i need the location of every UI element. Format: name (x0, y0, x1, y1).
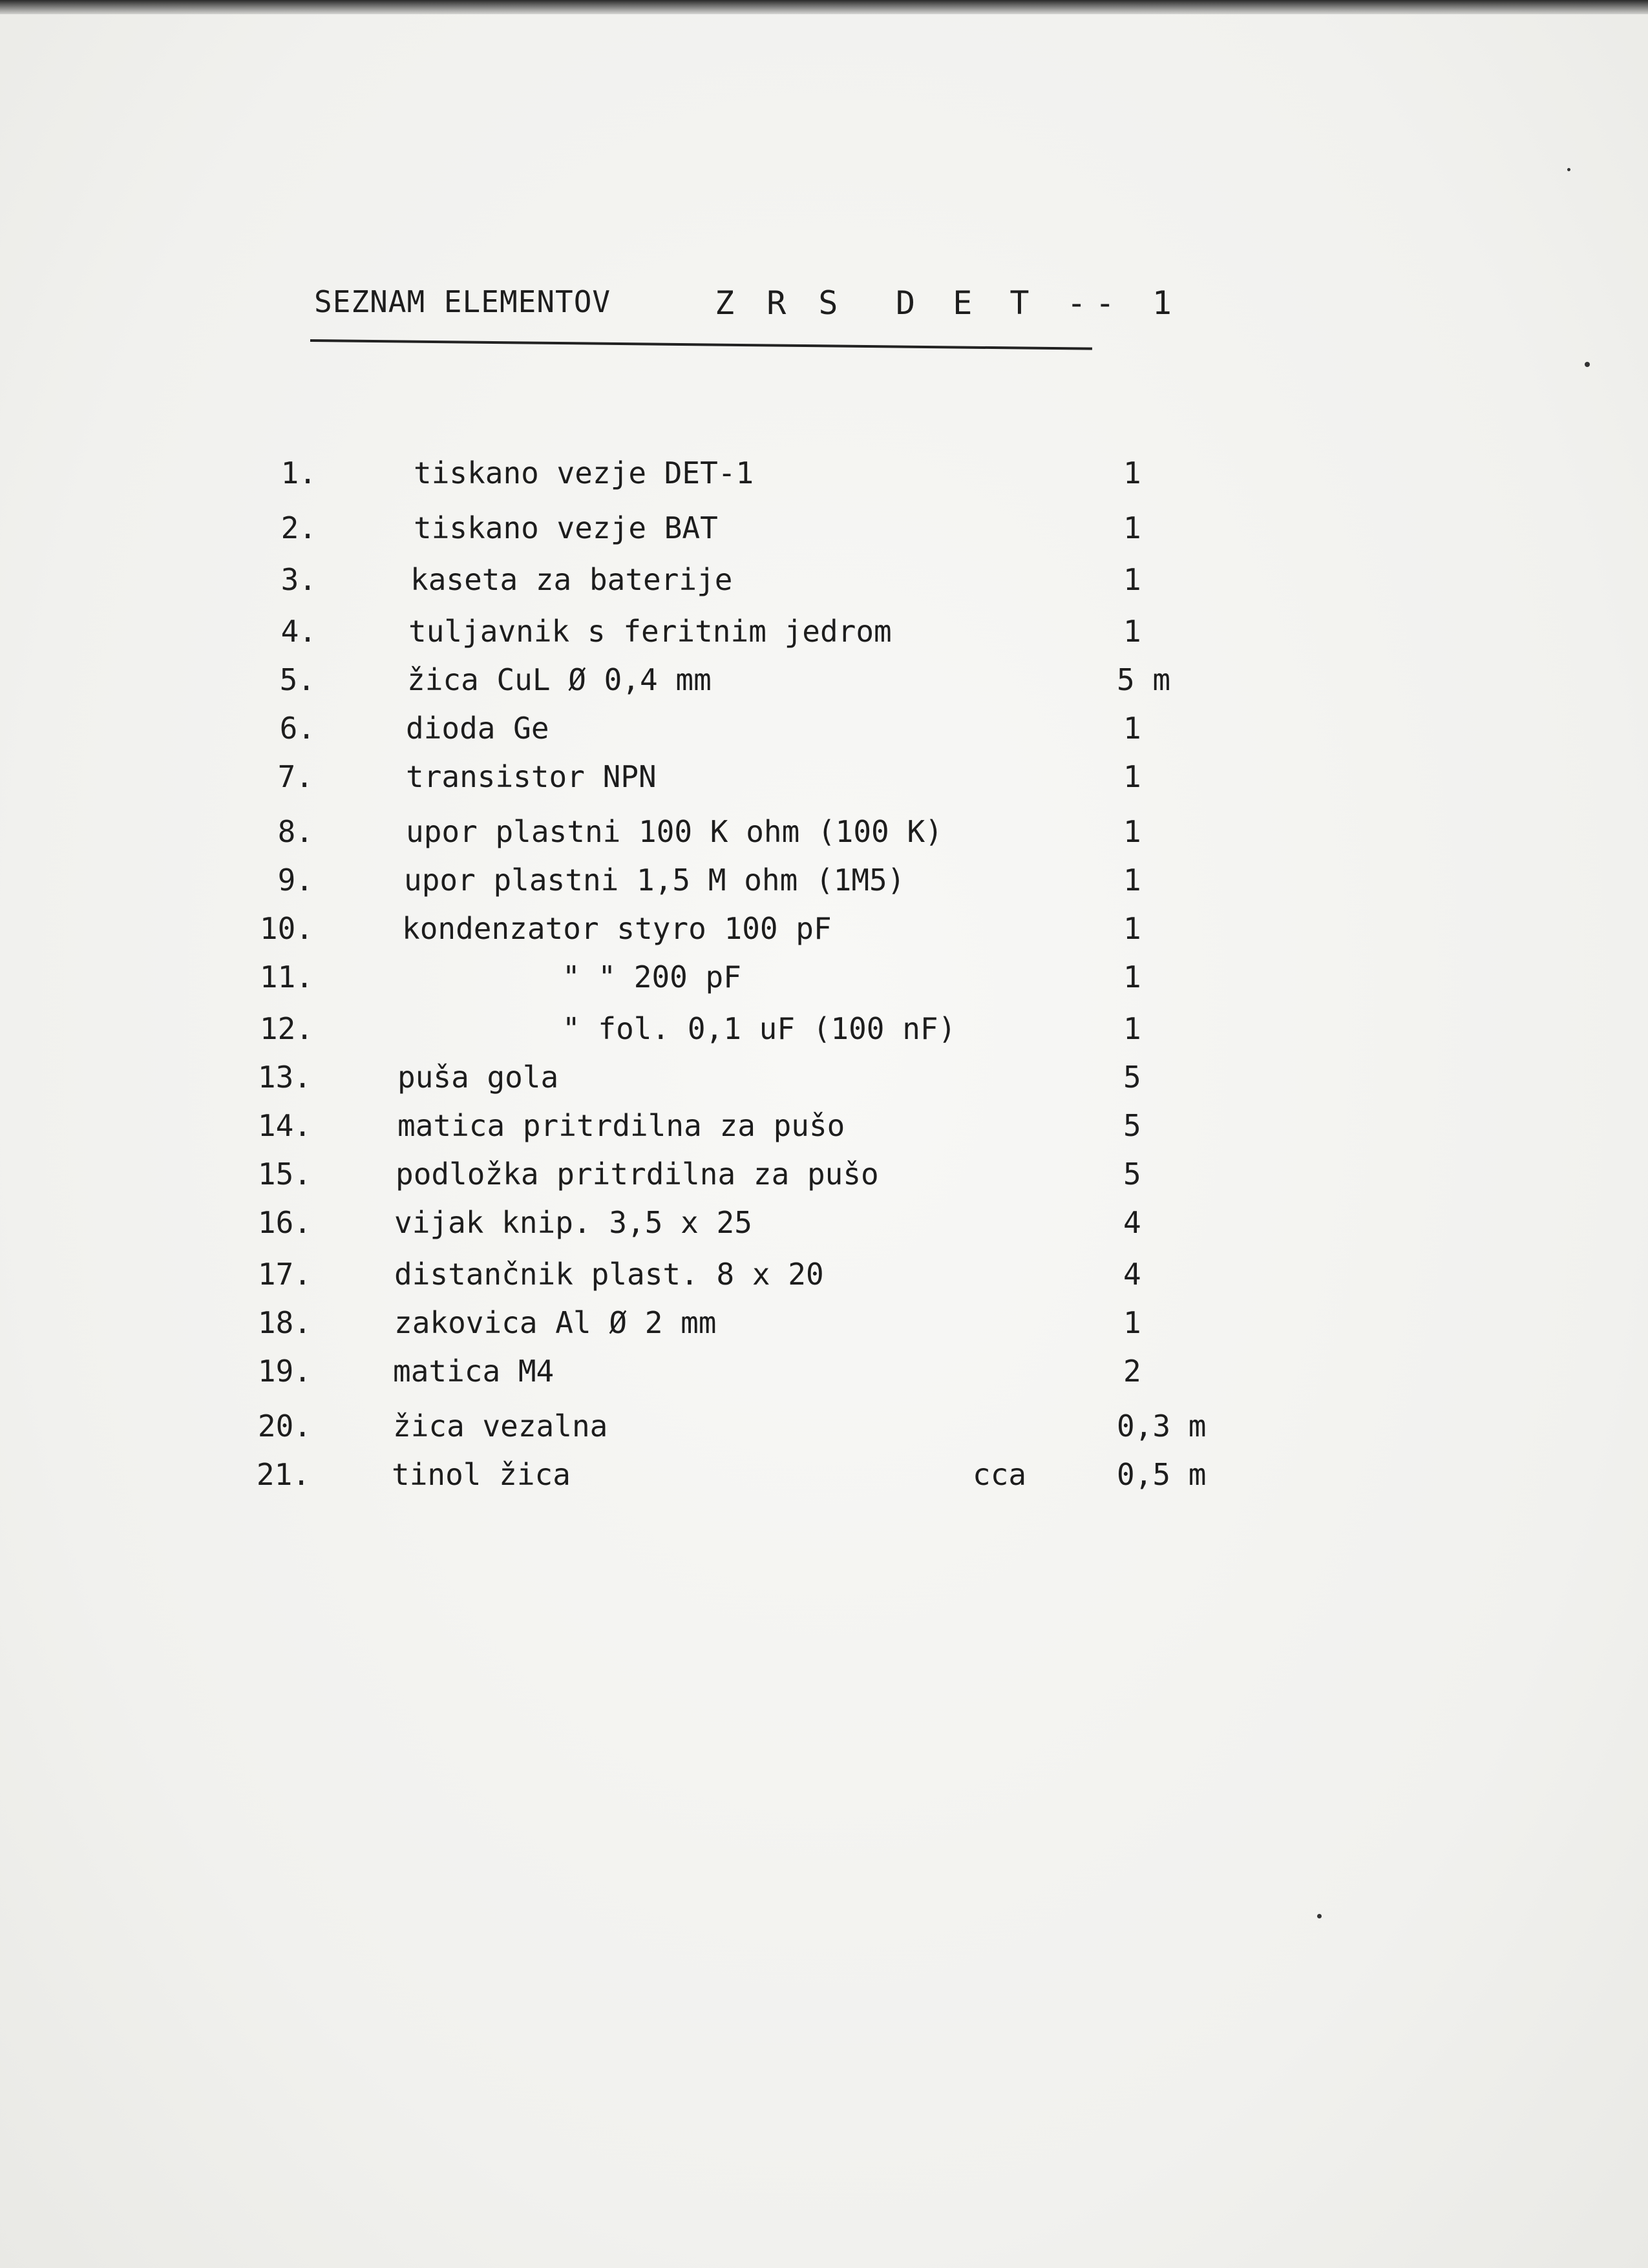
item-description: tiskano vezje DET-1 (414, 456, 754, 490)
item-quantity: 1 (1123, 562, 1141, 597)
item-number: 9. (277, 863, 313, 898)
item-description: distančnik plast. 8 x 20 (394, 1257, 824, 1292)
item-number: 21. (256, 1457, 310, 1492)
scan-speck (1567, 168, 1570, 171)
scan-speck (1317, 1914, 1322, 1918)
item-description: vijak knip. 3,5 x 25 (394, 1205, 752, 1240)
item-quantity: 1 (1123, 711, 1141, 746)
item-number: 17. (257, 1257, 312, 1292)
item-description: " " 200 pF (562, 960, 741, 994)
item-quantity: 1 (1123, 1305, 1141, 1340)
item-number: 8. (277, 814, 313, 849)
item-number: 18. (257, 1305, 312, 1340)
scan-edge-shadow (0, 0, 1648, 14)
item-quantity: 1 (1123, 456, 1141, 490)
item-quantity: 1 (1123, 614, 1141, 649)
item-number: 11. (259, 960, 313, 994)
item-number: 3. (280, 562, 317, 597)
heading-underline (310, 339, 1092, 350)
item-quantity: 4 (1123, 1205, 1141, 1240)
item-description: zakovica Al Ø 2 mm (394, 1305, 717, 1340)
item-number: 16. (257, 1205, 312, 1240)
item-number: 1. (280, 456, 317, 490)
item-quantity: 1 (1123, 510, 1141, 545)
item-description: podložka pritrdilna za pušo (396, 1157, 879, 1192)
item-quantity: 5 (1123, 1157, 1141, 1192)
scan-speck (1585, 362, 1590, 367)
item-description: kondenzator styro 100 pF (402, 911, 832, 946)
item-quantity: 0,5 m (1117, 1457, 1207, 1492)
item-quantity: 1 (1123, 863, 1141, 898)
item-number: 20. (257, 1409, 312, 1444)
item-quantity: 0,3 m (1117, 1409, 1207, 1444)
item-number: 7. (277, 759, 313, 794)
item-quantity: 4 (1123, 1257, 1141, 1292)
item-quantity: 1 (1123, 759, 1141, 794)
item-number: 14. (257, 1108, 312, 1143)
item-number: 15. (257, 1157, 312, 1192)
item-description: matica M4 (393, 1354, 555, 1389)
item-description: " fol. 0,1 uF (100 nF) (562, 1011, 956, 1046)
item-description: transistor NPN (406, 759, 657, 794)
heading-title: SEZNAM ELEMENTOV (314, 284, 611, 319)
item-number: 6. (279, 711, 315, 746)
item-description: tiskano vezje BAT (414, 510, 718, 545)
item-description: upor plastni 100 K ohm (100 K) (406, 814, 943, 849)
item-description: matica pritrdilna za pušo (397, 1108, 845, 1143)
item-quantity: 1 (1123, 814, 1141, 849)
item-quantity: 5 m (1117, 662, 1171, 697)
item-number: 2. (280, 510, 317, 545)
item-description: tuljavnik s feritnim jedrom (408, 614, 892, 649)
item-number: 12. (259, 1011, 313, 1046)
item-quantity: 5 (1123, 1060, 1141, 1095)
item-number: 4. (280, 614, 317, 649)
item-quantity: 1 (1123, 911, 1141, 946)
item-description: tinol žica (392, 1457, 571, 1492)
item-number: 19. (257, 1354, 312, 1389)
item-description: žica vezalna (393, 1409, 608, 1444)
item-number: 5. (279, 662, 315, 697)
item-number: 13. (257, 1060, 312, 1095)
item-description: žica CuL Ø 0,4 mm (407, 662, 712, 697)
item-quantity: 1 (1123, 960, 1141, 994)
item-description: dioda Ge (406, 711, 549, 746)
item-note: cca (973, 1457, 1027, 1492)
item-quantity: 1 (1123, 1011, 1141, 1046)
item-number: 10. (259, 911, 313, 946)
item-description: kaseta za baterije (410, 562, 733, 597)
item-quantity: 2 (1123, 1354, 1141, 1389)
item-description: puša gola (397, 1060, 559, 1095)
heading-org: Z R S (715, 284, 845, 322)
item-quantity: 5 (1123, 1108, 1141, 1143)
heading-code: D E T -- 1 (896, 284, 1181, 322)
item-description: upor plastni 1,5 M ohm (1M5) (404, 863, 905, 898)
